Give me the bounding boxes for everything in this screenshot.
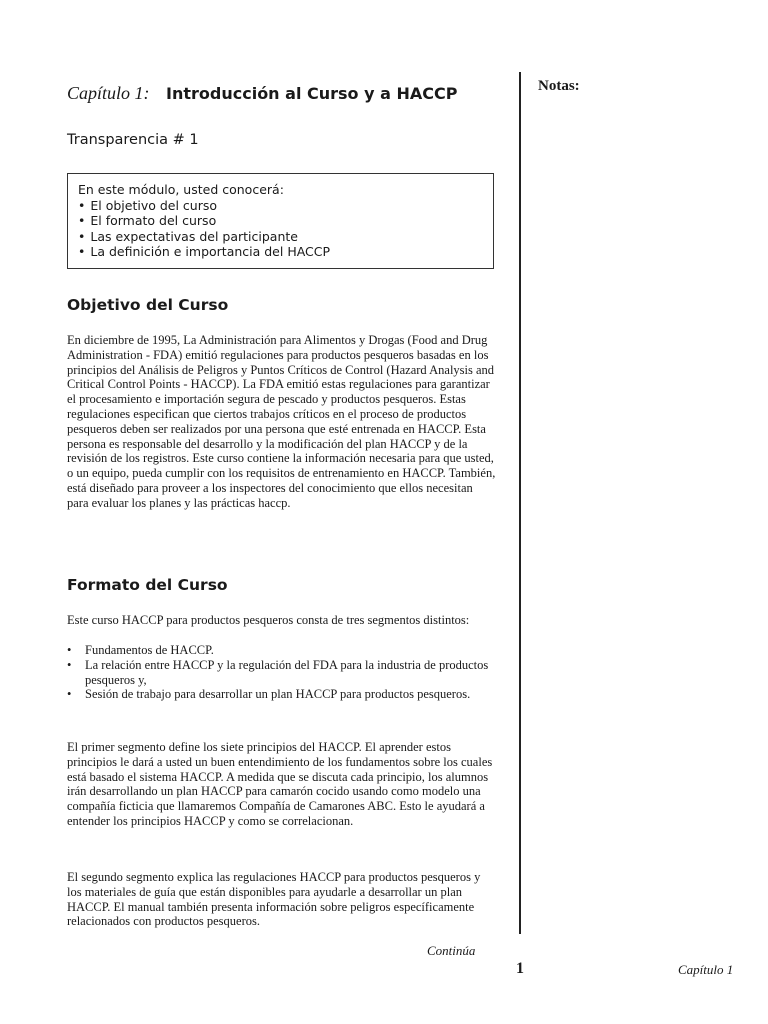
chapter-title	[67, 83, 457, 104]
module-summary-box	[67, 173, 494, 269]
box-item: • La definición e importancia del HACCP	[78, 244, 483, 260]
transparency-label: Transparencia # 1	[67, 132, 199, 148]
box-item: • Las expectativas del participante	[78, 229, 483, 245]
box-item: • El formato del curso	[78, 213, 483, 229]
list-item: • La relación entre HACCP y la regulación del FDA para la industria de productos pesqueros y,	[67, 658, 507, 688]
section-heading-objetivo: Objetivo del Curso	[67, 296, 229, 314]
chapter-label: Capítulo 1:	[67, 83, 150, 103]
notes-label: Notas:	[538, 78, 580, 94]
footer-chapter: Capítulo 1	[678, 962, 734, 977]
continued-label: Continúa	[427, 943, 476, 958]
list-item: • Fundamentos de HACCP.	[67, 643, 507, 658]
column-divider	[519, 72, 521, 934]
box-list	[78, 198, 483, 260]
formato-paragraph-2: El primer segmento define los siete principios del HACCP. El aprender estos principios le dará a usted un buen entendimiento de los fundamentos sobre los cuales está basado el sistema HACCP. A medida que se discuta cada principio, los alumnos irán desarrollando un plan HACCP para camarón cocido usando como modelo una compañía ficticia que llamaremos Compañía de Camarones ABC. Esto le ayudará a entender los principios HACCP y como se correlacionan.	[67, 740, 493, 828]
list-item: • Sesión de trabajo para desarrollar un plan HACCP para productos pesqueros.	[67, 687, 507, 702]
box-intro: En este módulo, usted conocerá:	[78, 182, 284, 197]
objetivo-paragraph: En diciembre de 1995, La Administración para Alimentos y Drogas (Food and Drug Administration - FDA) emitió regulaciones para productos pesqueros basadas en los principios del Análisis de Peligros y Puntos Críticos de Control (Hazard Analysis and Critical Control Points - HACCP). La FDA emitió estas regulaciones para garantizar el procesamiento e importación segura de pescado y productos pesqueros. Estas regulaciones especifican que ciertos trabajos críticos en el proceso de productos pesqueros deben ser realizados por una persona que esté entrenada en HACCP. Esta persona es responsable del desarrollo y la modificación del plan HACCP y de la revisión de los registros. Este curso contiene la información necesaria para que usted, o un equipo, pueda cumplir con los requisitos de entrenamiento en HACCP. También, está diseñado para proveer a los inspectores del conocimiento que ellos necesitan para evaluar los planes y las prácticas haccp.	[67, 333, 496, 510]
box-item: • El objetivo del curso	[78, 198, 483, 214]
chapter-heading: Introducción al Curso y a HACCP	[166, 84, 458, 103]
formato-intro: Este curso HACCP para productos pesqueros consta de tres segmentos distintos:	[67, 613, 470, 627]
formato-bullet-list	[67, 643, 507, 702]
formato-paragraph-3: El segundo segmento explica las regulaciones HACCP para productos pesqueros y los materiales de guía que están disponibles para ayudarle a desarrollar un plan HACCP. El manual también presenta información sobre peligros específicamente relacionados con productos pesqueros.	[67, 870, 481, 929]
section-heading-formato: Formato del Curso	[67, 576, 228, 594]
page-number: 1	[516, 960, 524, 977]
